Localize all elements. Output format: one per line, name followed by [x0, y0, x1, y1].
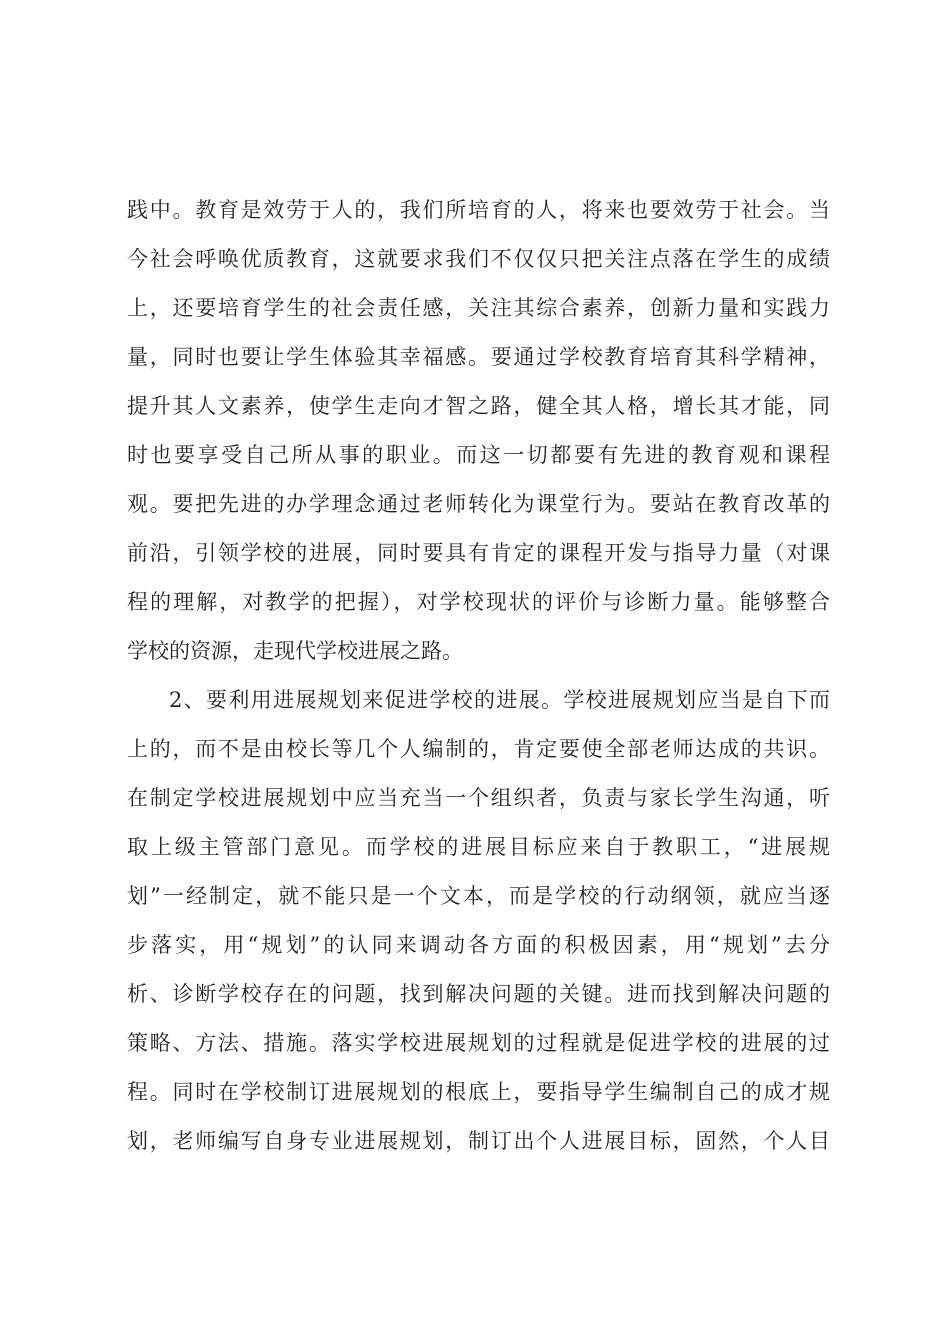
text-line: 程。同时在学校制订进展规划的根底上，要指导学生编制自己的成才规	[127, 1080, 830, 1104]
text-line: 观。要把先进的办学理念通过老师转化为课堂行为。要站在教育改革的	[127, 492, 830, 516]
text-line: 取上级主管部门意见。而学校的进展目标应来自于教职工，“进展规	[127, 835, 830, 859]
text-line: 学校的资源，走现代学校进展之路。	[127, 639, 463, 663]
text-line: 划，老师编写自身专业进展规划，制订出个人进展目标，固然，个人目	[127, 1129, 830, 1153]
text-line: 上，还要培育学生的社会责任感，关注其综合素养，创新力量和实践力	[127, 296, 830, 320]
text-line: 策略、方法、措施。落实学校进展规划的过程就是促进学校的进展的过	[127, 1031, 830, 1055]
paragraph-2	[127, 676, 830, 1166]
text-line: 践中。教育是效劳于人的，我们所培育的人，将来也要效劳于社会。当	[127, 198, 830, 222]
paragraph-1	[127, 186, 830, 676]
text-line: 时也要享受自己所从事的职业。而这一切都要有先进的教育观和课程	[127, 443, 830, 467]
body-text	[127, 186, 830, 1166]
text-line: 在制定学校进展规划中应当充当一个组织者，负责与家长学生沟通，听	[127, 786, 830, 810]
text-line: 析、诊断学校存在的问题，找到解决问题的关键。进而找到解决问题的	[127, 982, 830, 1006]
text-line: 量，同时也要让学生体验其幸福感。要通过学校教育培育其科学精神，	[127, 345, 830, 369]
text-line: 程的理解，对教学的把握），对学校现状的评价与诊断力量。能够整合	[127, 590, 830, 614]
text-line: 2、要利用进展规划来促进学校的进展。学校进展规划应当是自下而	[169, 688, 830, 712]
text-line: 提升其人文素养，使学生走向才智之路，健全其人格，增长其才能，同	[127, 394, 830, 418]
text-line: 今社会呼唤优质教育，这就要求我们不仅仅只把关注点落在学生的成绩	[127, 247, 830, 271]
text-line: 前沿，引领学校的进展，同时要具有肯定的课程开发与指导力量（对课	[127, 541, 830, 565]
text-line: 步落实，用“规划”的认同来调动各方面的积极因素，用“规划”去分	[127, 933, 830, 957]
text-line: 上的，而不是由校长等几个人编制的，肯定要使全部老师达成的共识。	[127, 737, 830, 761]
text-line: 划”一经制定，就不能只是一个文本，而是学校的行动纲领，就应当逐	[127, 884, 830, 908]
